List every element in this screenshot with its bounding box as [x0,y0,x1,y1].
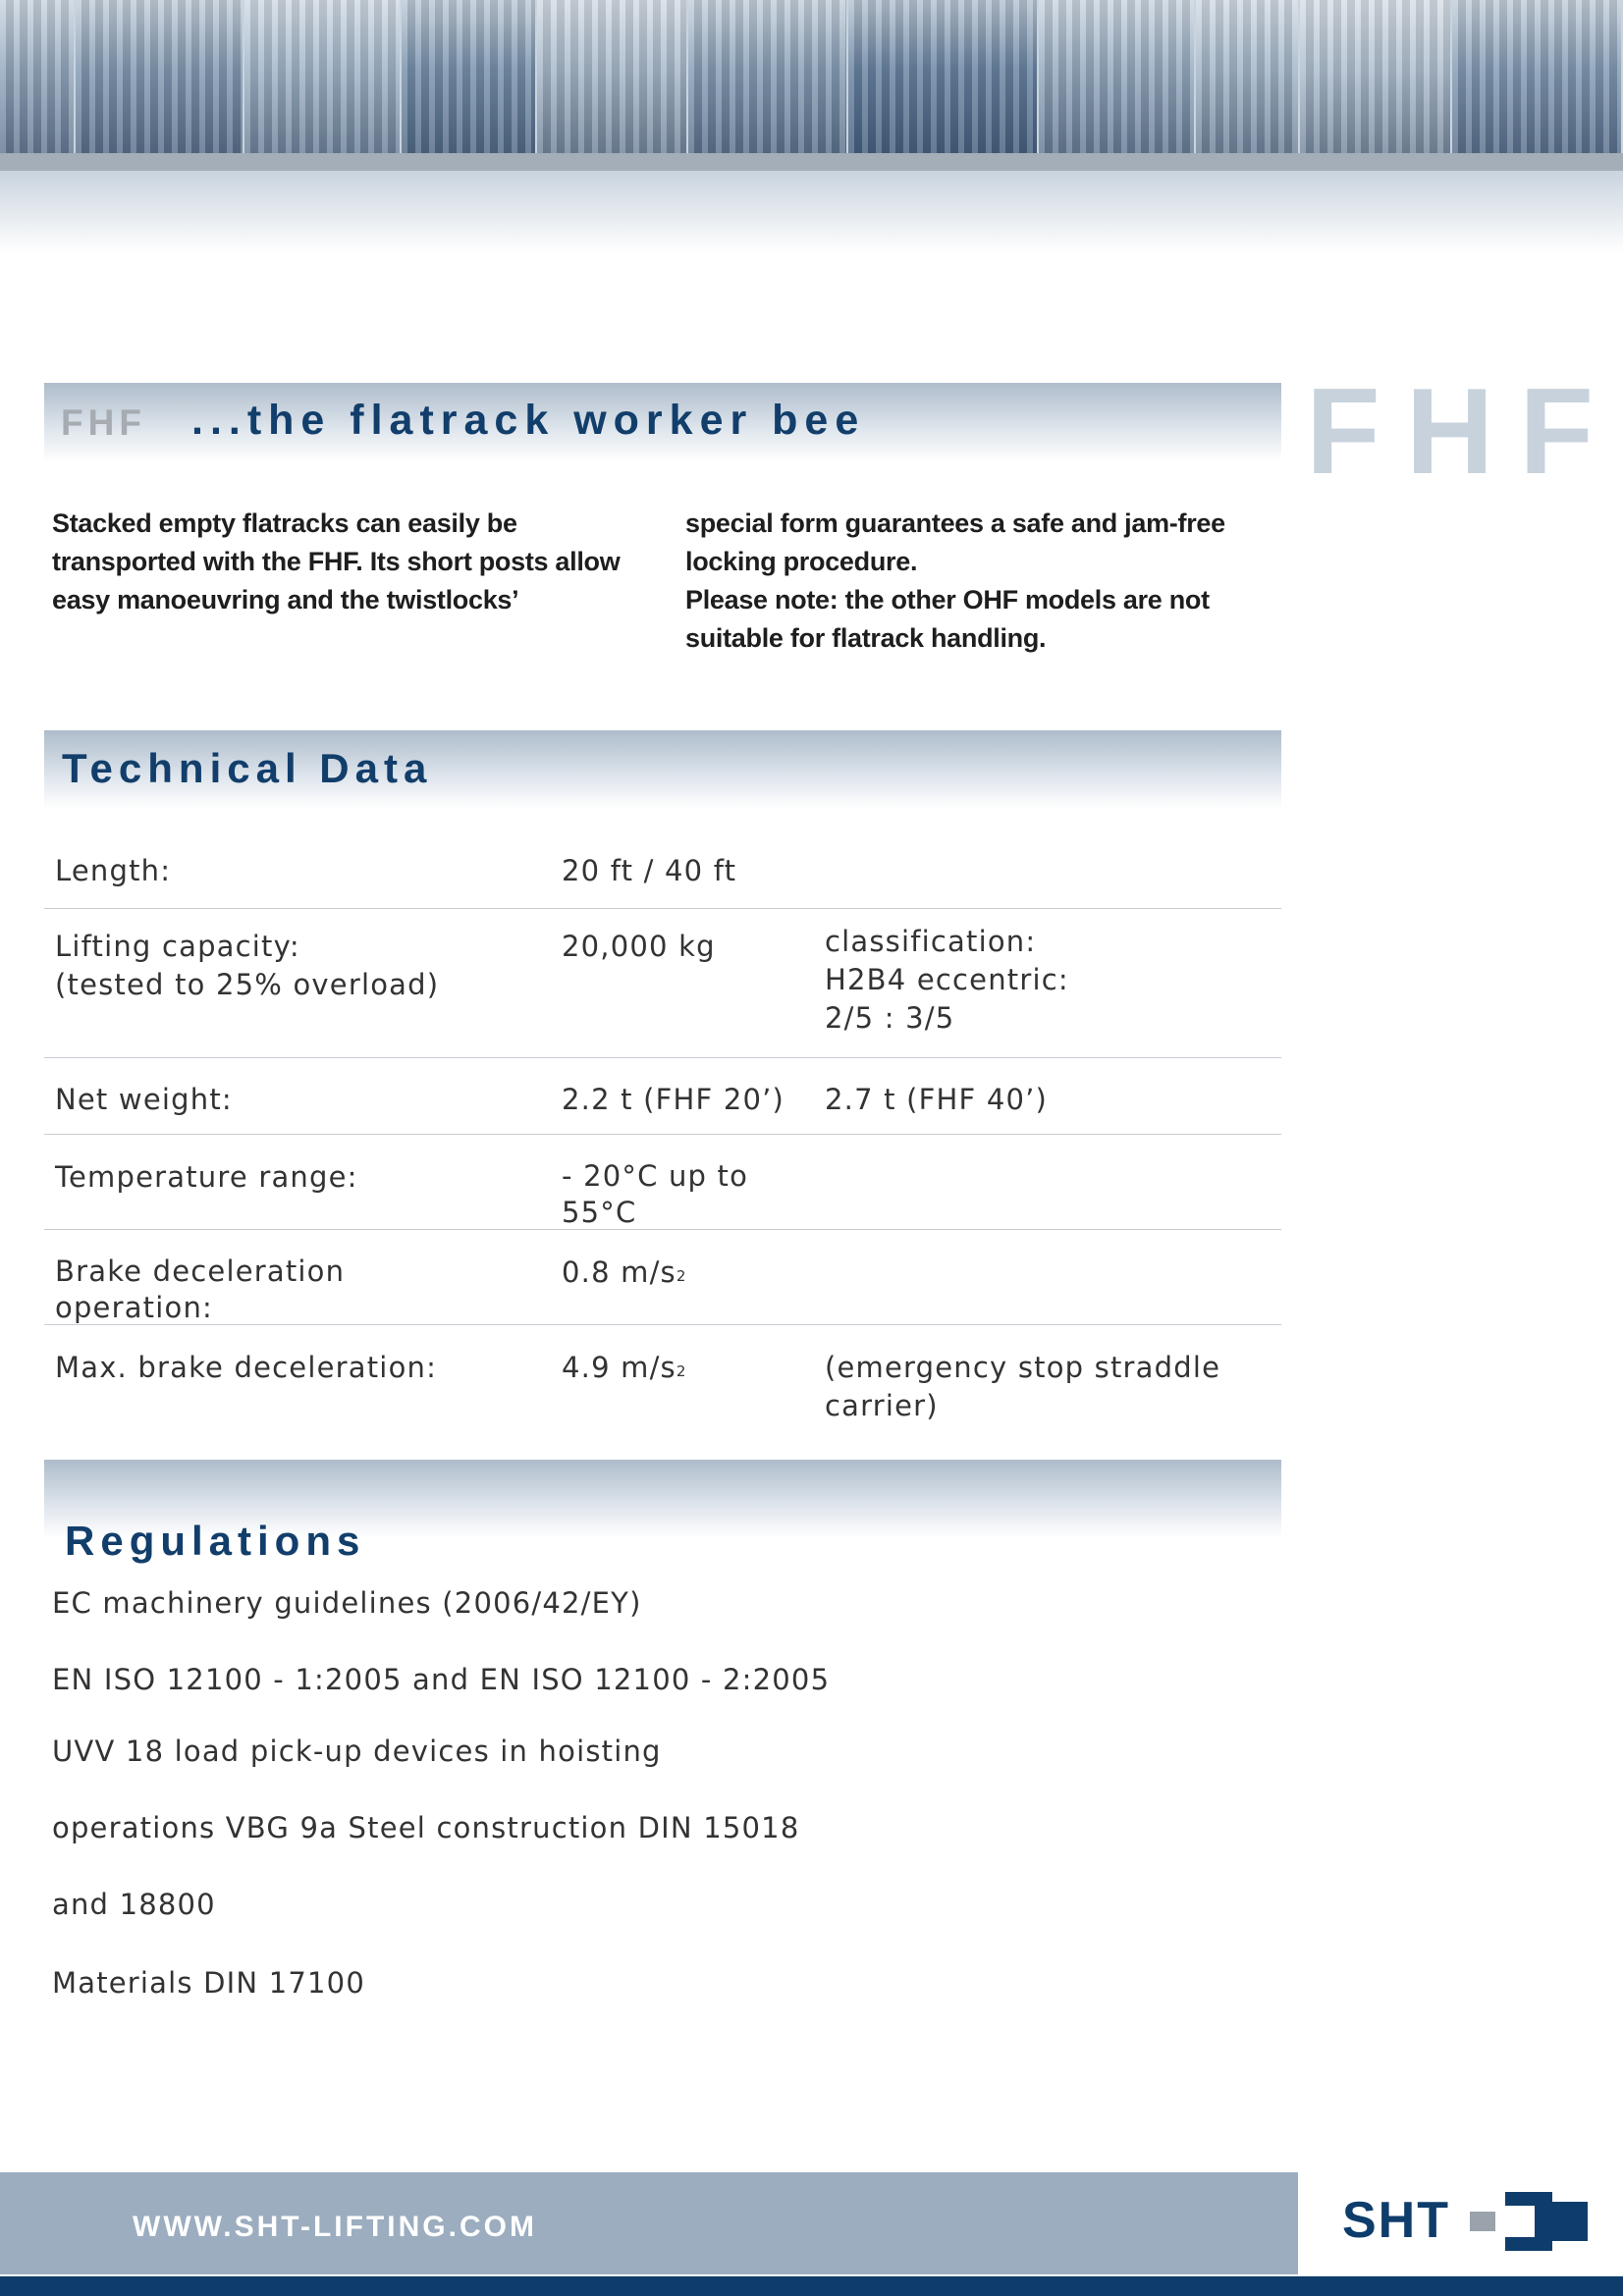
row-label: Max. brake deceleration: [55,1351,438,1384]
row-value: 0.8 m/s [562,1255,676,1289]
unit-superscript: 2 [676,1362,687,1380]
banner-divider [0,153,1623,171]
intro-note: Please note: the other OHF models are not suitable for flatrack handling. [685,585,1210,653]
row-value-with-unit [562,1254,807,1292]
banner-photo-tile [688,0,849,153]
table-row [44,1254,1281,1325]
row-value: 4.9 m/s [562,1351,676,1384]
row-value: 20 ft / 40 ft [562,854,737,887]
intro-right-column [685,505,1274,658]
row-extra: classification: H2B4 eccentric: 2/5 : 3/5 [825,925,1069,1035]
banner-photo-tile [402,0,537,153]
intro-left-text: Stacked empty flatracks can easily be transported with the FHF. Its short posts allow easy manoeuvring and the twistlocks’ [52,508,621,614]
intro-right-text: special form guarantees a safe and jam-free locking procedure. [685,508,1225,576]
table-row [44,1349,1281,1427]
banner-photo-tile [1196,0,1301,153]
banner-photo-tile [848,0,1038,153]
product-code-label: FHF [61,402,146,443]
row-value: - 20°C up to 55°C [562,1159,749,1229]
unit-superscript: 2 [676,1267,687,1285]
row-label: Length: [55,854,172,887]
row-value: 2.2 t (FHF 20’) [562,1083,785,1116]
row-label: Brake deceleration operation: [55,1255,346,1324]
table-row [44,852,1281,909]
table-row [44,1158,1281,1230]
company-logo-icon [1470,2188,1590,2253]
footer-navy-line [0,2276,1623,2296]
row-label: Temperature range: [55,1160,358,1194]
banner-photo-tile [76,0,244,153]
regulation-line: UVV 18 load pick-up devices in hoisting [52,1735,662,1768]
row-label: Lifting capacity: (tested to 25% overload) [55,930,440,1001]
row-label: Net weight: [55,1083,233,1116]
company-logo-text: SHT [1342,2192,1450,2249]
banner-photo-tile [1039,0,1196,153]
regulation-line: and 18800 [52,1888,216,1921]
table-row [44,1081,1281,1135]
banner-photo-tile [1452,0,1623,153]
banner-photo-tile [537,0,688,153]
product-watermark: FHF [1306,364,1620,500]
page-title: ...the flatrack worker bee [191,397,866,444]
intro-left-column [52,505,641,619]
banner-photo-tile [1300,0,1452,153]
website-link[interactable]: WWW.SHT-LIFTING.COM [133,2211,537,2243]
table-row [44,925,1281,1058]
row-value-with-unit [562,1349,807,1387]
header-photo-banner [0,0,1623,153]
row-extra: 2.7 t (FHF 40’) [825,1083,1049,1116]
row-extra: (emergency stop straddle carrier) [825,1351,1221,1422]
banner-photo-tile [0,0,76,153]
regulation-line: EN ISO 12100 - 1:2005 and EN ISO 12100 - 2:2005 [52,1663,831,1696]
regulations-title: Regulations [65,1518,366,1564]
row-value: 20,000 kg [562,930,716,963]
technical-data-title: Technical Data [62,745,433,791]
banner-gradient [0,171,1623,253]
regulation-line: EC machinery guidelines (2006/42/EY) [52,1586,642,1620]
regulation-line: Materials DIN 17100 [52,1966,365,2000]
regulation-line: operations VBG 9a Steel construction DIN 15018 [52,1811,800,1844]
banner-photo-tile [244,0,402,153]
